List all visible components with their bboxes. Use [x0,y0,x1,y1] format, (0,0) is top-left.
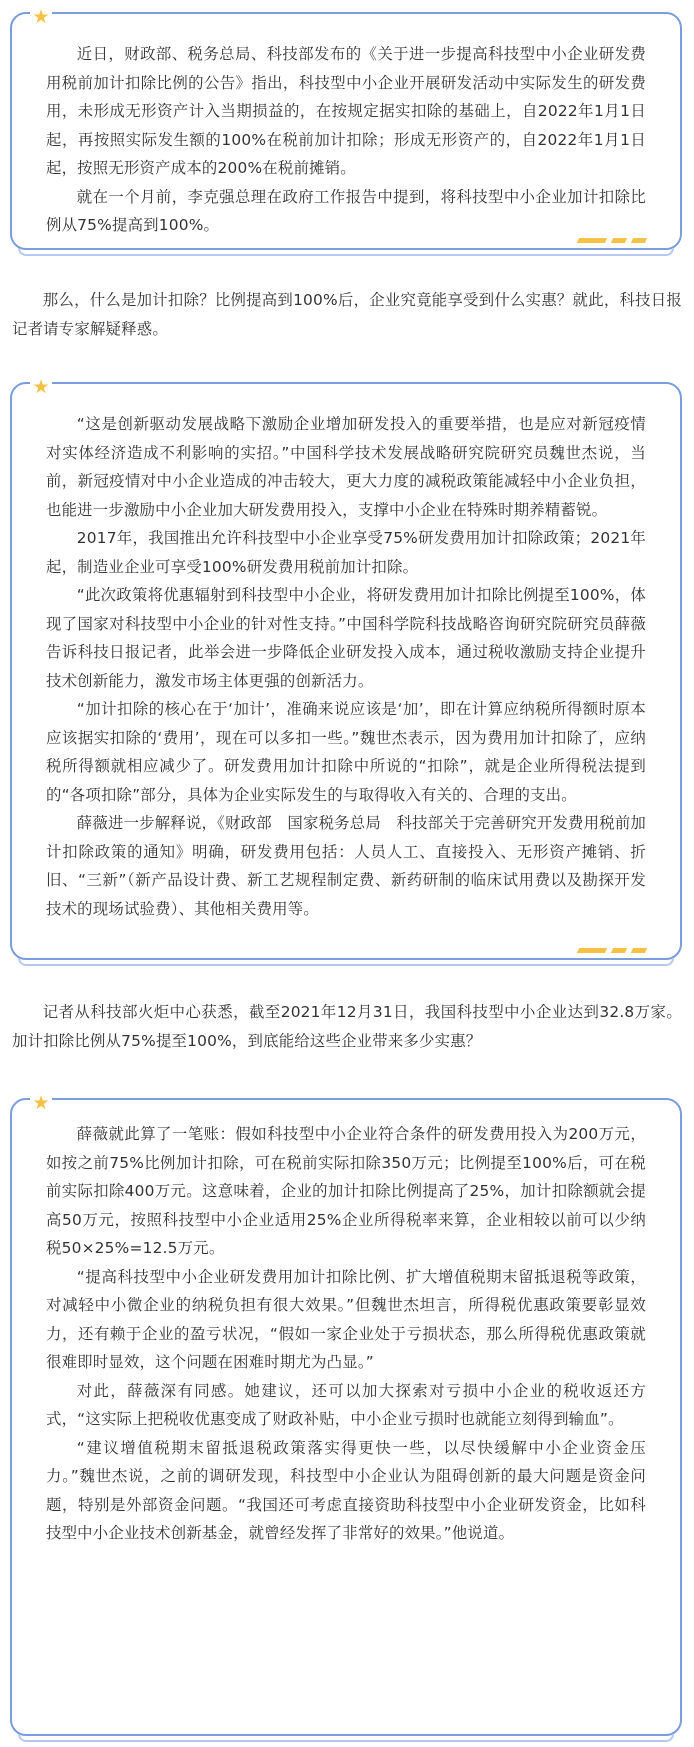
paragraph: “提高科技型中小企业研发费用加计扣除比例、扩大增值税期末留抵退税等政策，对减轻中小微企业的纳税负担有很大效果。”但魏世杰坦言，所得税优惠政策要彰显效力，还有赖于企业的盈亏状况，“假如一家企业处于亏损状态，那么所得税优惠政策就很难即时显效，这个问题在困难时期尤为凸显。” [46,1267,646,1371]
paragraph: 就在一个月前，李克强总理在政府工作报告中提到，将科技型中小企业加计扣除比例从75%提高到100%。 [46,187,646,234]
paragraph: 那么，什么是加计扣除？比例提高到100%后，企业究竟能享受到什么实惠？就此，科技日报记者请专家解疑释惑。 [12,291,682,338]
paragraph: 薛薇就此算了一笔账：假如科技型中小企业符合条件的研发费用投入为200万元，如按之前75%比例加计扣除，可在税前实际扣除350万元；比例提至100%后，可在税前实际扣除400万元。这意味着，企业的加计扣除比例提高了25%，加计扣除额就会提高50万元，按照科技型中小企业适用25%企业所得税率来算，企业相较以前可以少纳税50×25%=12.5万元。 [46,1125,646,1257]
intro-text [12,286,682,343]
paragraph: “此次政策将优惠辐射到科技型中小企业，将研发费用加计扣除比例提至100%，体现了国家对科技型中小企业的针对性支持。”中国科学院科技战略咨询研究院研究员薛薇告诉科技日报记者，此举会进一步降低企业研发投入成本，通过税收激励支持企业提升技术创新能力，激发市场主体更强的创新活力。 [46,586,646,690]
star-icon: ★ [30,6,52,28]
decorative-stripes [578,238,646,243]
paragraph: 记者从科技部火炬中心获悉，截至2021年12月31日，我国科技型中小企业达到32.8万家。加计扣除比例从75%提至100%，到底能给这些企业带来多少实惠？ [12,1003,682,1050]
star-icon: ★ [30,376,52,398]
middle-text [12,998,682,1055]
quote-box-3 [10,1092,682,1736]
paragraph: “建议增值税期末留抵退税政策落实得更快一些，以尽快缓解中小企业资金压力。”魏世杰说，之前的调研发现，科技型中小企业认为阻碍创新的最大问题是资金问题，特别是外部资金问题。“我国还可考虑直接资助科技型中小企业研发资金，比如科技型中小企业技术创新基金，就曾经发挥了非常好的效果。”他说道。 [46,1438,646,1542]
paragraph: 薛薇进一步解释说，《财政部 国家税务总局 科技部关于完善研究开发费用税前加计扣除政策的通知》明确，研发费用包括：人员人工、直接投入、无形资产摊销、折旧、“三新”（新产品设计费、新工艺规程制定费、新药研制的临床试用费以及勘探开发技术的现场试验费）、其他相关费用等。 [46,814,646,918]
paragraph: 近日，财政部、税务总局、科技部发布的《关于进一步提高科技型中小企业研发费用税前加计扣除比例的公告》指出，科技型中小企业开展研发活动中实际发生的研发费用，未形成无形资产计入当期损益的，在按规定据实扣除的基础上，自2022年1月1日起，再按照实际发生额的100%在税前加计扣除；形成无形资产的，自2022年1月1日起，按照无形资产成本的200%在税前摊销。 [46,45,646,177]
paragraph: 对此，薛薇深有同感。她建议，还可以加大探索对亏损中小企业的税收返还方式，“这实际上把税收优惠变成了财政补贴，中小企业亏损时也就能立刻得到输血”。 [46,1381,646,1428]
quote-box-1 [10,6,682,250]
quote-box-2 [10,376,682,960]
paragraph: “加计扣除的核心在于‘加计’，准确来说应该是‘加’，即在计算应纳税所得额时原本应该据实扣除的‘费用’，现在可以多扣一些。”魏世杰表示，因为费用加计扣除了，应纳税所得额就相应减少了。研发费用加计扣除中所说的“扣除”，就是企业所得税法提到的“各项扣除”部分，具体为企业实际发生的与取得收入有关的、合理的支出。 [46,700,646,804]
paragraph: “这是创新驱动发展战略下激励企业增加研发投入的重要举措，也是应对新冠疫情对实体经济造成不利影响的实招。”中国科学技术发展战略研究院研究员魏世杰说，当前，新冠疫情对中小企业造成的冲击较大，更大力度的减税政策能减轻中小企业负担，也能进一步激励中小企业加大研发费用投入，支撑中小企业在特殊时期养精蓄锐。 [46,415,646,519]
paragraph: 2017年，我国推出允许科技型中小企业享受75%研发费用加计扣除政策；2021年起，制造业企业可享受100%研发费用税前加计扣除。 [46,529,646,576]
star-icon: ★ [30,1092,52,1114]
decorative-stripes [578,948,646,953]
